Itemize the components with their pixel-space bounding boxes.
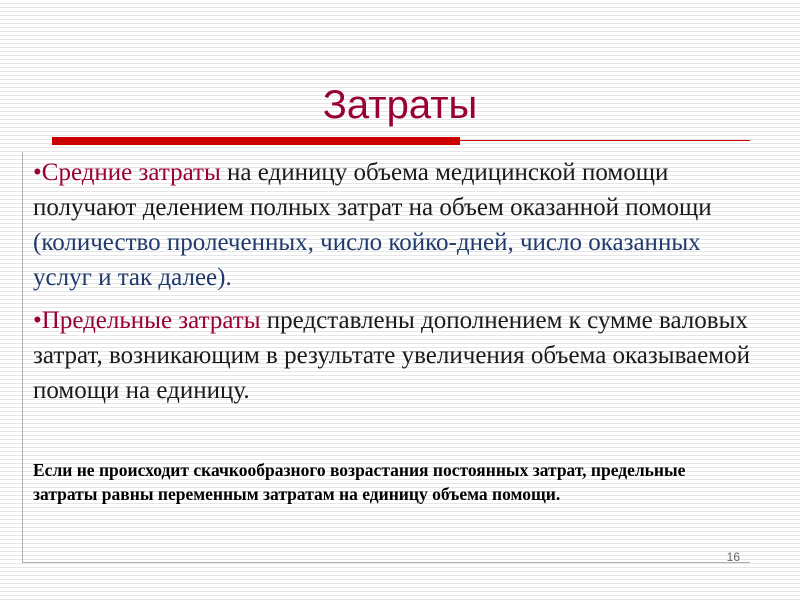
slide-title: Затраты (322, 83, 478, 127)
term-marginal-costs: Предельные затраты (41, 307, 261, 334)
title-accent-bar (52, 137, 460, 145)
paragraph-2-text: представлены дополнением к сумме валовых затрат, возникающим в результате увеличения объема оказываемой помощи на единицу. (33, 307, 750, 404)
paragraph-average-costs (33, 155, 758, 295)
bullet-2: • (33, 307, 42, 334)
page-number: 16 (726, 550, 740, 564)
title-accent-line (460, 140, 750, 141)
content-frame-left-border (22, 152, 23, 562)
content-frame-bottom-border (22, 562, 750, 563)
paragraph-marginal-costs (33, 303, 758, 408)
paragraph-1-text: на единицу объема медицинской помощи получают делением полных затрат на объем оказанной помощи (33, 159, 712, 221)
bold-note: Если не происходит скачкообразного возрастания постоянных затрат, предельные затраты равны переменным затратам на единицу объема помощи. (33, 460, 686, 504)
bullet-1: • (33, 159, 42, 186)
term-average-costs: Средние затраты (41, 159, 221, 186)
paragraph-1-highlight: (количество пролеченных, число койко-дней, число оказанных услуг и так далее). (33, 229, 701, 291)
slide-body (33, 155, 758, 416)
